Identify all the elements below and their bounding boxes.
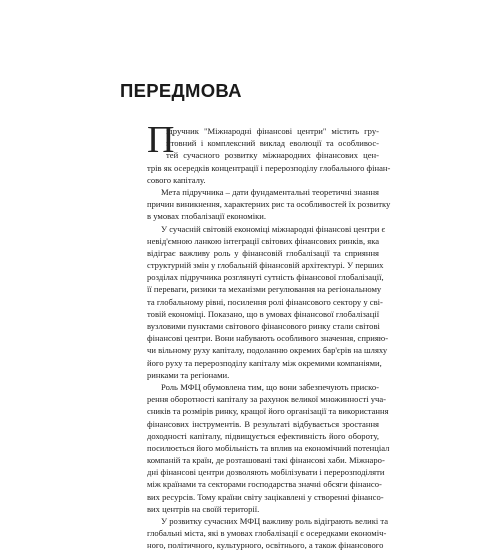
text-line: ідручник "Міжнародні фінансові центри" містить гру- xyxy=(166,126,379,136)
paragraph-1 xyxy=(147,119,391,186)
text-line: невід'ємною ланкою інтеграції світових фінансових ринків, яка xyxy=(147,235,380,246)
preface-body xyxy=(147,119,391,552)
text-line: компаній та країн, де розташовані такі фінансові хаби. Міжнаро- xyxy=(147,455,385,466)
text-line: між країнами та секторами господарства значні обсяги фінансо- xyxy=(147,479,382,490)
text-line: структурній змін у глобальній фінансовій архітектурі. У перших xyxy=(147,260,384,271)
paragraph-4 xyxy=(147,381,390,515)
text-line: доходності капіталу, підвищується ефективність його обороту, xyxy=(147,430,379,441)
text-line: трів як осередків концентрації і перерозподілу глобального фінан- xyxy=(147,162,391,173)
text-line: сового капіталу. xyxy=(147,174,206,185)
text-line: розділах підручника розглянуті сутність фінансової глобалізації, xyxy=(147,272,384,283)
text-line: чи вільному руху капіталу, подоланню окремих бар'єрів на шляху xyxy=(147,345,388,356)
text-line: та глобальному рівні, посилення ролі фінансового сектору у сві- xyxy=(147,296,383,307)
text-line: відіграє важливу роль у фінансовій глобалізації та сприяння xyxy=(147,247,379,258)
paragraph-3 xyxy=(147,223,389,381)
text-line: вих ресурсів. Тому країни світу зацікавлені у створенні фінансо- xyxy=(147,491,384,502)
text-line: його руху та перерозподілу капіталу між окремими компаніями, xyxy=(147,357,382,368)
text-line: фінансові центри. Вони набувають особливого значення, сприяю- xyxy=(147,333,389,344)
paragraph-2 xyxy=(147,186,391,223)
text-line: тей сучасного розвитку міжнародних фінансових цен- xyxy=(166,150,379,161)
text-line: глобальні міста, які в умовах глобалізації є осередками економіч- xyxy=(147,528,387,539)
text-line: її переваги, ризики та механізми регулювання на регіональному xyxy=(147,284,382,295)
text-line: нтовний і комплексний виклад еволюції та особливос- xyxy=(166,138,379,149)
text-line: причин виникнення, характерних рис та особливостей їх розвитку xyxy=(147,199,391,210)
paragraph-5 xyxy=(147,515,389,552)
text-line: вузловими пунктами світового фінансового ринку стали світові xyxy=(147,321,380,331)
text-line: вих центрів на своїй території. xyxy=(147,503,260,514)
text-line: посилюється його мобільність та вплив на економічний потенціал xyxy=(147,442,390,453)
text-line: дні фінансові центри дозволяють мобілізувати і перерозподіляти xyxy=(147,467,385,478)
text-line: У сучасній світовій економіці міжнародні фінансові центри є xyxy=(161,223,386,234)
text-line: товій економіці. Показано, що в умовах фінансової глобалізації xyxy=(147,308,380,319)
drop-cap: П xyxy=(147,119,175,161)
text-line: Роль МФЦ обумовлена тим, що вони забезпечують приско- xyxy=(161,381,379,392)
text-line: ринками та регіонами. xyxy=(147,369,230,380)
text-line: фінансових інструментів. В результаті відбувається зростання xyxy=(147,418,379,429)
text-line: Мета підручника – дати фундаментальні теоретичні знання xyxy=(161,186,379,197)
text-line: рення оборотності капіталу за рахунок великої множинності уча- xyxy=(147,394,387,405)
text-line: в умовах глобалізації економіки. xyxy=(147,211,267,222)
text-line: ного, політичного, культурного, освітнього, а також фінансового xyxy=(147,540,384,551)
text-line: сників та розмірів ринку, кращої його організації та використання xyxy=(147,406,389,417)
page-title: ПЕРЕДМОВА xyxy=(120,80,242,101)
text-line: У розвитку сучасних МФЦ важливу роль відіграють великі та xyxy=(161,516,389,526)
